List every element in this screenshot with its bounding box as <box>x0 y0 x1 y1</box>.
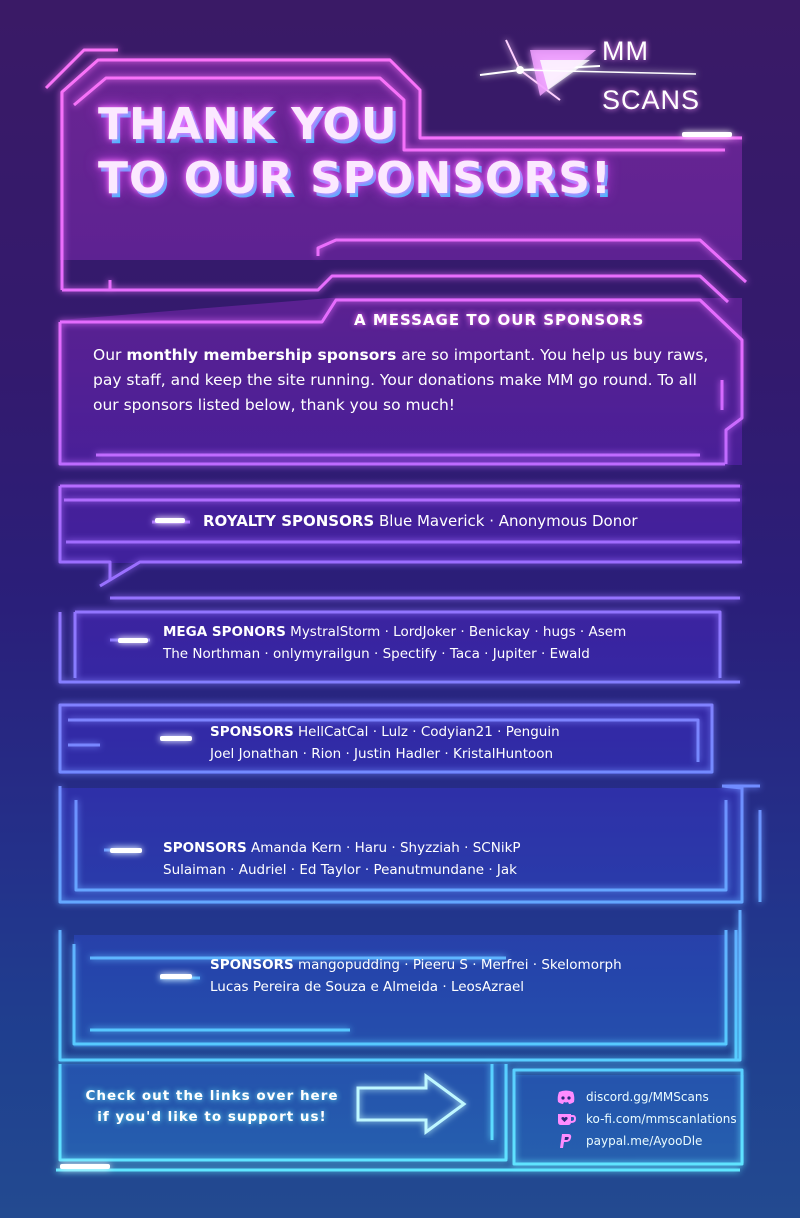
message-text-before: Our <box>93 346 127 364</box>
paypal-link-text: paypal.me/AyooDle <box>586 1134 703 1148</box>
kofi-link-text: ko-fi.com/mmscanlations <box>586 1112 737 1126</box>
sponsors-1-line-2: Joel Jonathan · Rion · Justin Hadler · KristalHuntoon <box>210 746 554 762</box>
support-cta <box>76 1086 348 1128</box>
discord-link-text: discord.gg/MMScans <box>586 1090 709 1104</box>
logo-text-mm: MM <box>602 36 649 66</box>
sponsors-group-1 <box>210 721 560 765</box>
sponsors-1-line-1: HellCatCal · Lulz · Codyian21 · Penguin <box>293 724 560 740</box>
kofi-icon <box>556 1111 576 1127</box>
mega-names-line-2: The Northman · onlymyrailgun · Spectify · Taca · Jupiter · Ewald <box>163 646 590 662</box>
royalty-label: ROYALTY SPONSORS <box>203 512 375 530</box>
cta-line-2: if you'd like to support us! <box>97 1109 327 1125</box>
cta-line-1: Check out the links over here <box>85 1088 339 1104</box>
sponsors-2-label: SPONSORS <box>163 840 247 856</box>
mega-names-line-1: MystralStorm · LordJoker · Benickay · hugs · Asem <box>285 624 627 640</box>
mega-sponsors <box>163 621 626 665</box>
mega-label: MEGA SPONORS <box>163 624 286 640</box>
kofi-link[interactable] <box>556 1110 737 1128</box>
title-line-2: TO OUR SPONSORS! <box>98 153 612 204</box>
sponsors-3-line-1: mangopudding · Pieeru S · Merfrei · Skelomorph <box>293 957 622 973</box>
message-text-after: are so important. You help us buy raws, pay staff, and keep the site running. Your donations make MM go round. To all our sponsors listed below, thank you so much! <box>93 346 709 414</box>
royalty-names: Blue Maverick · Anonymous Donor <box>374 512 638 530</box>
sponsors-2-line-2: Sulaiman · Audriel · Ed Taylor · Peanutmundane · Jak <box>163 862 517 878</box>
discord-icon <box>556 1089 576 1105</box>
page-title <box>98 98 612 206</box>
message-body <box>93 343 723 418</box>
sponsors-group-2 <box>163 837 521 881</box>
royalty-sponsors <box>203 510 638 532</box>
paypal-link[interactable] <box>556 1132 702 1150</box>
title-line-1: THANK YOU <box>98 99 398 150</box>
sponsors-3-line-2: Lucas Pereira de Souza e Almeida · LeosAzrael <box>210 979 525 995</box>
logo-text-scans: SCANS <box>602 85 701 115</box>
message-bold-text: monthly membership sponsors <box>126 346 397 364</box>
discord-link[interactable] <box>556 1088 709 1106</box>
sponsors-3-label: SPONSORS <box>210 957 294 973</box>
sponsors-2-line-1: Amanda Kern · Haru · Shyzziah · SCNikP <box>246 840 521 856</box>
message-heading: A MESSAGE TO OUR SPONSORS <box>354 311 645 329</box>
sponsors-1-label: SPONSORS <box>210 724 294 740</box>
paypal-icon <box>556 1133 576 1149</box>
sponsors-group-3 <box>210 954 622 998</box>
